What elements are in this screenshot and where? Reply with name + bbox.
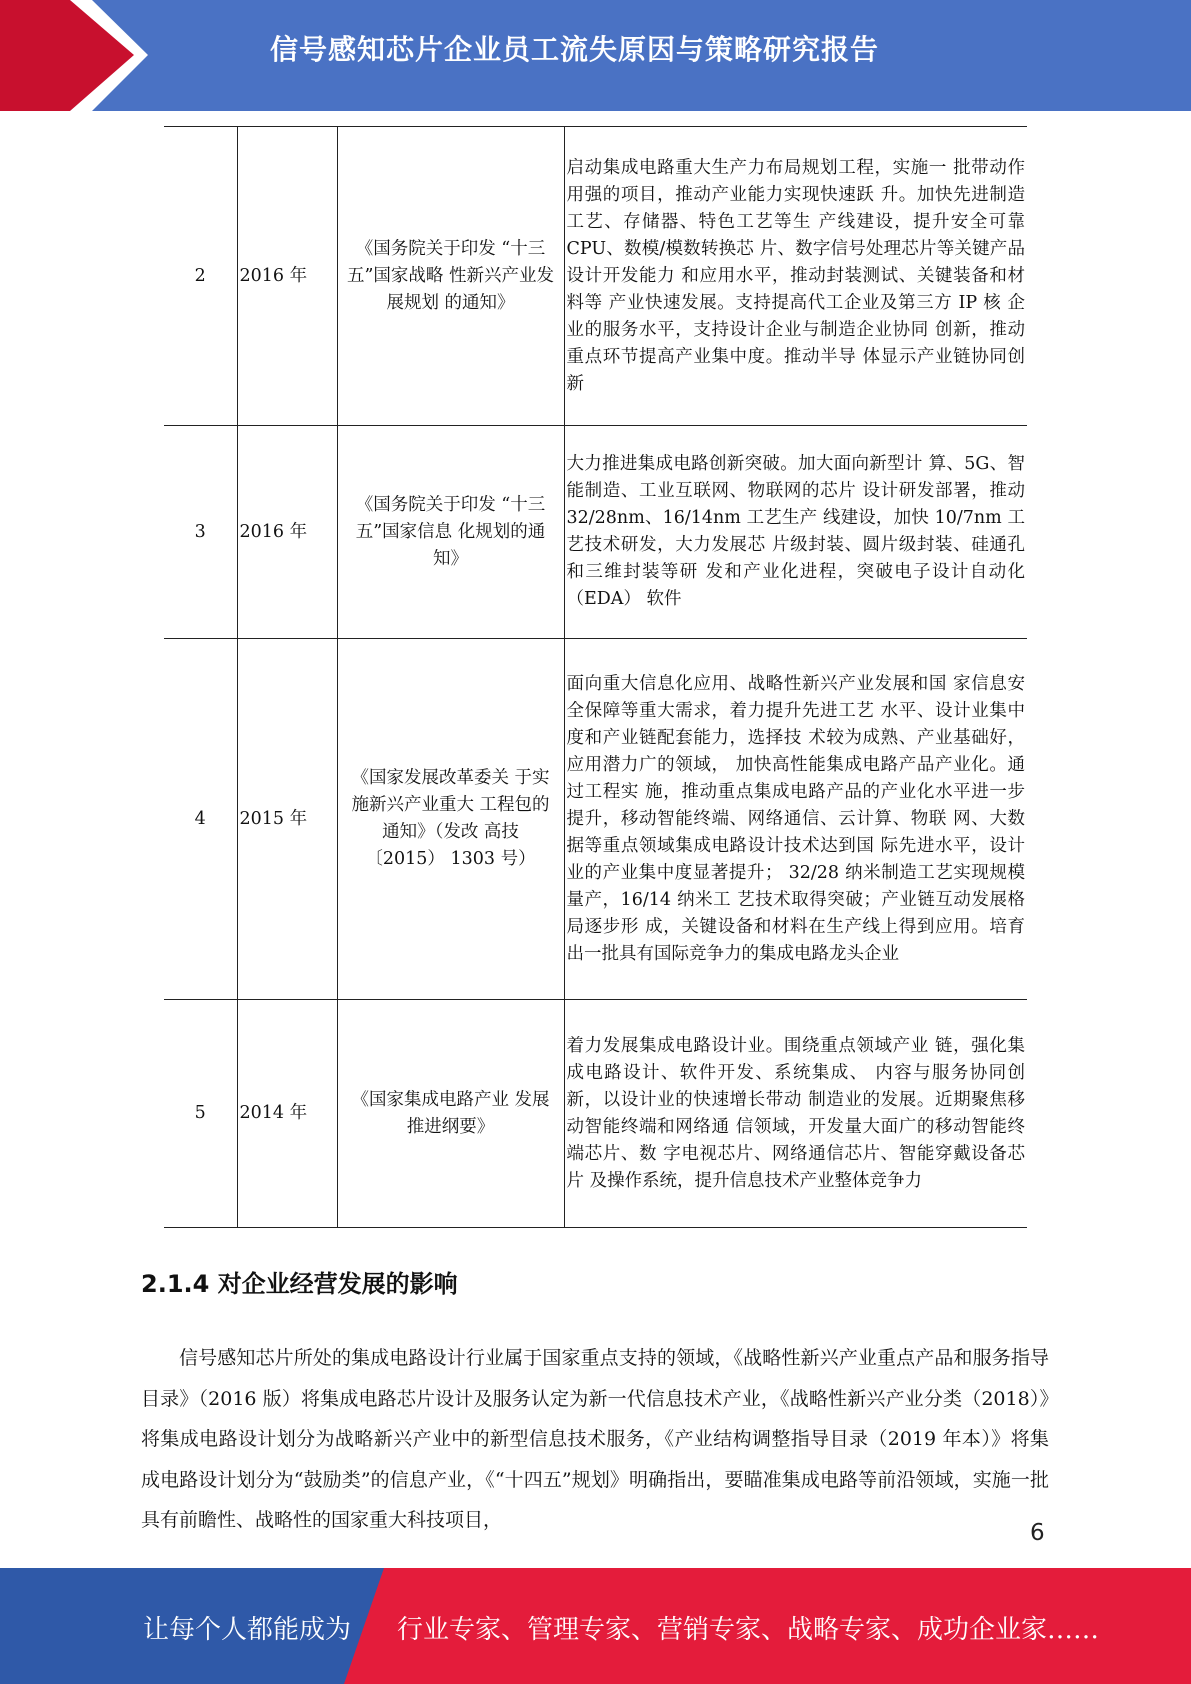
row-policy-title: 《国务院关于印发 “十三五”国家战略 性新兴产业发展规划 的通知》 bbox=[337, 127, 564, 426]
page-number: 6 bbox=[1030, 1520, 1045, 1546]
row-description: 着力发展集成电路设计业。围绕重点领域产业 链，强化集成电路设计、软件开发、系统集成、 内容与服务协同创新，以设计业的快速增长带动 制造业的发展。近期聚焦移动智能终端和网络通 信领域，开发量大面广的移动智能终端芯片、数 字电视芯片、网络通信芯片、智能穿戴设备芯片 及操作系统，提升信息技术产业整体竞争力 bbox=[564, 1000, 1027, 1228]
policy-table bbox=[164, 126, 1027, 1228]
table-row bbox=[164, 639, 1027, 1000]
page-header-banner bbox=[0, 0, 1191, 111]
row-year: 2015 年 bbox=[237, 639, 337, 1000]
footer-slogan-right: 行业专家、管理专家、营销专家、战略专家、成功企业家…… bbox=[397, 1615, 1100, 1645]
row-number: 5 bbox=[164, 1000, 237, 1228]
page-footer-banner bbox=[0, 1568, 1191, 1684]
row-policy-title: 《国务院关于印发 “十三五”国家信息 化规划的通知》 bbox=[337, 426, 564, 639]
section-heading: 2.1.4 对企业经营发展的影响 bbox=[141, 1270, 458, 1298]
row-description: 启动集成电路重大生产力布局规划工程，实施一 批带动作用强的项目，推动产业能力实现快速跃 升。加快先进制造工艺、存储器、特色工艺等生 产线建设，提升安全可靠 CPU、数模/模数转换芯 片、数字信号处理芯片等关键产品设计开发能力 和应用水平，推动封装测试、关键装备和材料等 产业快速发展。支持提高代工企业及第三方 IP 核 企业的服务水平，支持设计企业与制造企业协同 创新，推动重点环节提高产业集中度。推动半导 体显示产业链协同创新 bbox=[564, 127, 1027, 426]
row-number: 2 bbox=[164, 127, 237, 426]
footer-slogan-left: 让每个人都能成为 bbox=[143, 1615, 352, 1645]
report-title: 信号感知芯片企业员工流失原因与策略研究报告 bbox=[270, 33, 880, 66]
body-paragraph: 信号感知芯片所处的集成电路设计行业属于国家重点支持的领域，《战略性新兴产业重点产品和服务指导目录》（2016 版）将集成电路芯片设计及服务认定为新一代信息技术产业，《战略性新兴产业分类（2018）》将集成电路设计划分为战略新兴产业中的新型信息技术服务，《产业结构调整指导目录（2019 年本）》将集成电路设计划分为“鼓励类”的信息产业，《“十四五”规划》明确指出，要瞄准集成电路等前沿领域，实施一批具有前瞻性、战略性的国家重大科技项目， bbox=[141, 1347, 1049, 1531]
row-year: 2016 年 bbox=[237, 426, 337, 639]
table-row bbox=[164, 1000, 1027, 1228]
row-year: 2016 年 bbox=[237, 127, 337, 426]
row-policy-title: 《国家发展改革委关 于实施新兴产业重大 工程包的通知》（发改 高技〔2015） 1303 号） bbox=[337, 639, 564, 1000]
table-row bbox=[164, 127, 1027, 426]
row-number: 4 bbox=[164, 639, 237, 1000]
row-number: 3 bbox=[164, 426, 237, 639]
row-description: 大力推进集成电路创新突破。加大面向新型计 算、5G、智能制造、工业互联网、物联网的芯片 设计研发部署，推动 32/28nm、16/14nm 工艺生产 线建设，加快 10/7nm 工艺技术研发，大力发展芯 片级封装、圆片级封装、硅通孔和三维封装等研 发和产业化进程，突破电子设计自动化（EDA） 软件 bbox=[564, 426, 1027, 639]
row-policy-title: 《国家集成电路产业 发展推进纲要》 bbox=[337, 1000, 564, 1228]
row-year: 2014 年 bbox=[237, 1000, 337, 1228]
row-description: 面向重大信息化应用、战略性新兴产业发展和国 家信息安全保障等重大需求，着力提升先进工艺 水平、设计业集中度和产业链配套能力，选择技 术较为成熟、产业基础好，应用潜力广的领域， 加快高性能集成电路产品产业化。通过工程实 施，推动重点集成电路产品的产业化水平进一步提升，移动智能终端、网络通信、云计算、物联 网、大数据等重点领域集成电路设计技术达到国 际先进水平，设计业的产业集中度显著提升； 32/28 纳米制造工艺实现规模量产，16/14 纳米工 艺技术取得突破；产业链互动发展格局逐步形 成，关键设备和材料在生产线上得到应用。培育 出一批具有国际竞争力的集成电路龙头企业 bbox=[564, 639, 1027, 1000]
table-row bbox=[164, 426, 1027, 639]
